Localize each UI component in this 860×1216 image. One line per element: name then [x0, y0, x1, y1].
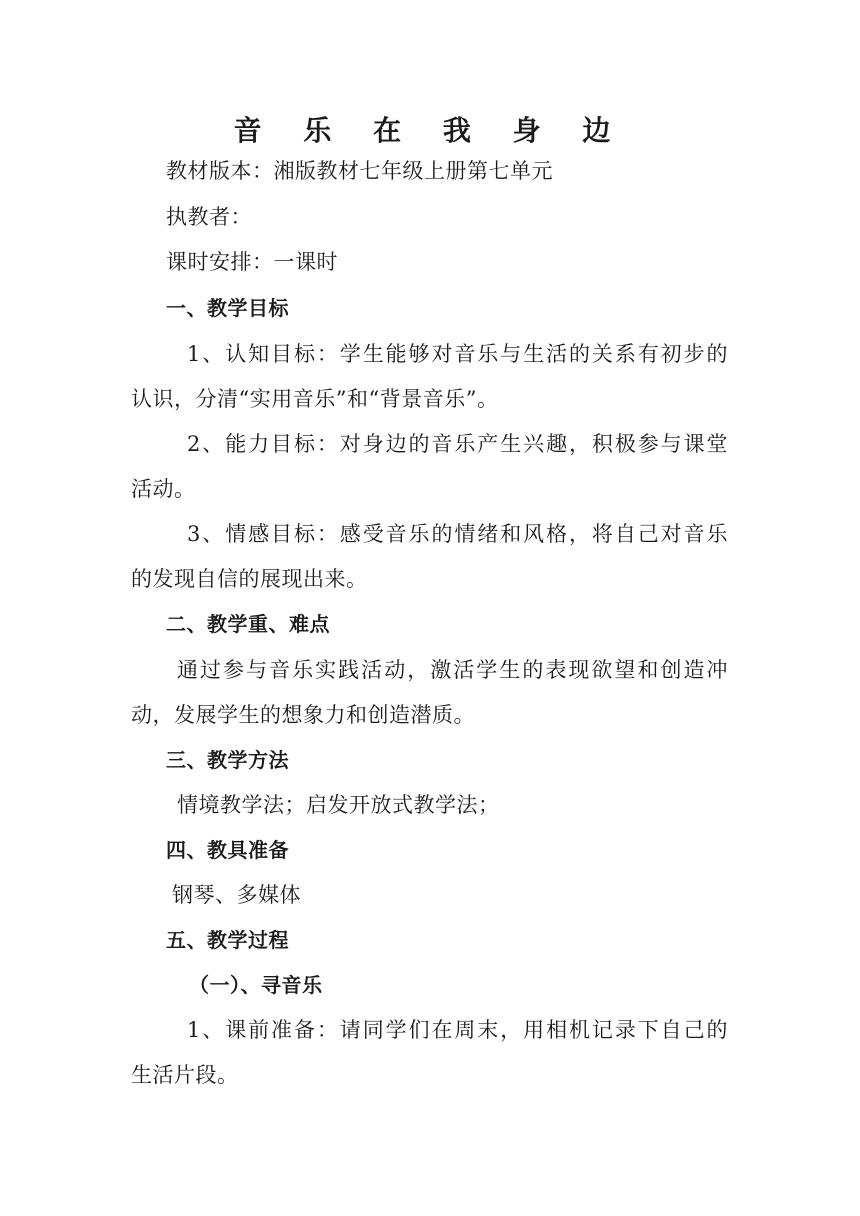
teacher-line: 执教者： [166, 205, 252, 229]
key-points-line2: 动，发展学生的想象力和创造潜质。 [131, 703, 475, 727]
key-points-heading: 二、教学重、难点 [166, 612, 330, 636]
schedule-line: 课时安排：一课时 [166, 250, 338, 274]
step1-line1: 1、课前准备：请同学们在周末，用相机记录下自己的 [187, 1018, 728, 1042]
goal1-line2: 认识，分清“实用音乐”和“背景音乐”。 [131, 387, 499, 411]
goal3-line2: 的发现自信的展现出来。 [131, 567, 368, 591]
key-points-line1: 通过参与音乐实践活动，激活学生的表现欲望和创造冲 [177, 658, 728, 682]
goal2-line1: 2、能力目标：对身边的音乐产生兴趣，积极参与课堂 [187, 432, 728, 456]
goal3-line1: 3、情感目标：感受音乐的情绪和风格，将自己对音乐 [187, 522, 728, 546]
goals-heading: 一、教学目标 [166, 296, 289, 320]
step1-line2: 生活片段。 [131, 1063, 239, 1087]
goal2-line2: 活动。 [131, 477, 196, 501]
method-heading: 三、教学方法 [166, 748, 289, 772]
document-title: 音 乐 在 我 身 边 [233, 114, 627, 147]
method-text: 情境教学法；启发开放式教学法； [177, 793, 500, 817]
edition-line: 教材版本：湘版教材七年级上册第七单元 [166, 159, 553, 183]
process-heading: 五、教学过程 [166, 928, 289, 952]
process-subheading: （一）、寻音乐 [189, 973, 323, 997]
tools-text: 钢琴、多媒体 [172, 883, 301, 907]
tools-heading: 四、教具准备 [166, 838, 289, 862]
goal1-line1: 1、认知目标：学生能够对音乐与生活的关系有初步的 [187, 342, 728, 366]
